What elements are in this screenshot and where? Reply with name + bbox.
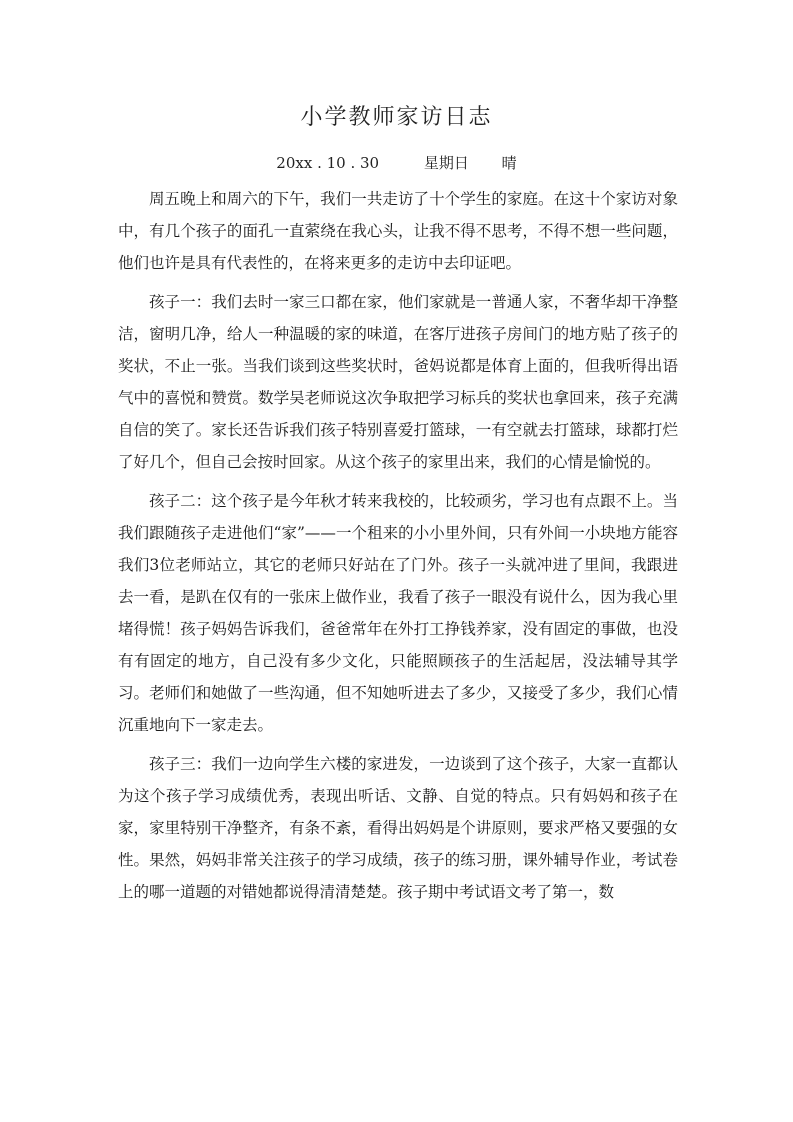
paragraph-child-two: 孩子二：这个孩子是今年秋才转来我校的，比较顽劣，学习也有点跟不上。当我们跟随孩子走进他们“家”——一个租来的小小里外间，只有外间一小块地方能容我们3位老师站立，其它的老师只好站在了门外。孩子一头就冲进了里间，我跟进去一看，是趴在仅有的一张床上做作业，我看了孩子一眼没有说什么，因为我心里堵得慌！孩子妈妈告诉我们，爸爸常年在外打工挣钱养家，没有固定的事做，也没有有固定的地方，自己没有多少文化，只能照顾孩子的生活起居，没法辅导其学习。老师们和她做了一些沟通，但不知她听进去了多少，又接受了多少，我们心情沉重地向下一家走去。 xyxy=(118,492,678,734)
paragraph-child-three: 孩子三：我们一边向学生六楼的家进发，一边谈到了这个孩子，大家一直都认为这个孩子学习成绩优秀，表现出听话、文静、自觉的特点。只有妈妈和孩子在家，家里特别干净整齐，有条不紊，看得出妈妈是个讲原则，要求严格又要强的女性。果然，妈妈非常关注孩子的学习成绩，孩子的练习册，课外辅导作业，考试卷上的哪一道题的对错她都说得清清楚楚。孩子期中考试语文考了第一，数 xyxy=(118,755,678,901)
weekday-text: 星期日 xyxy=(423,154,469,172)
document-title: 小学教师家访日志 xyxy=(300,105,493,130)
document-body xyxy=(118,183,678,915)
date-text: 20xx . 10 . 30 xyxy=(276,154,380,172)
paragraph-intro: 周五晚上和周六的下午，我们一共走访了十个学生的家庭。在这十个家访对象中，有几个孩子的面孔一直萦绕在我心头，让我不得不思考，不得不想一些问题，他们也许是具有代表性的，在将来更多的走访中去印证吧。 xyxy=(118,190,678,272)
paragraph-child-one: 孩子一：我们去时一家三口都在家，他们家就是一普通人家，不奢华却干净整洁，窗明几净，给人一种温暖的家的味道，在客厅进孩子房间门的地方贴了孩子的奖状，不止一张。当我们谈到这些奖状时，爸妈说都是体育上面的，但我听得出语气中的喜悦和赞赏。数学吴老师说这次争取把学习标兵的奖状也拿回来，孩子充满自信的笑了。家长还告诉我们孩子特别喜爱打篮球，一有空就去打篮球，球都打烂了好几个，但自己会按时回家。从这个孩子的家里出来，我们的心情是愉悦的。 xyxy=(118,293,678,471)
dateline xyxy=(0,152,793,173)
weather-text: 晴 xyxy=(501,154,517,172)
